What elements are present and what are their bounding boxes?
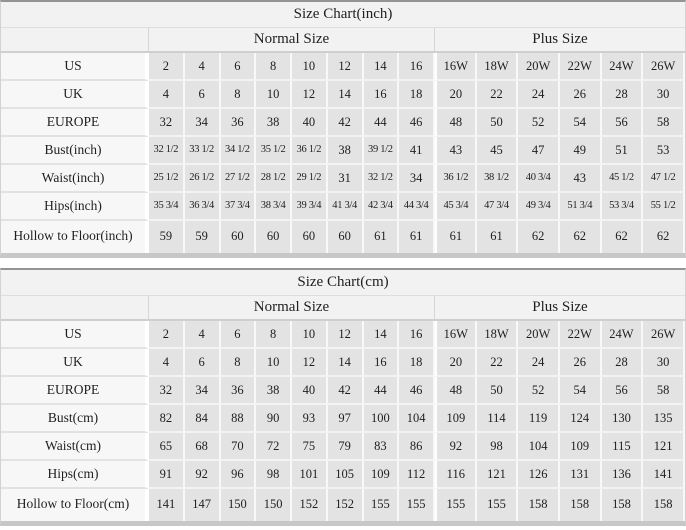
value-cell: 49 3/4 [518, 193, 560, 221]
value-cell: 60 [221, 221, 257, 253]
value-cell: 47 3/4 [477, 193, 519, 221]
value-cell: 147 [185, 489, 221, 521]
table-row [1, 461, 685, 489]
table-row [1, 165, 685, 193]
table-row [1, 53, 685, 81]
row-label: Bust(inch) [1, 137, 149, 165]
value-cell: 83 [364, 433, 400, 461]
value-cell: 91 [149, 461, 185, 489]
table-row [1, 221, 685, 253]
value-cell: 29 1/2 [292, 165, 328, 193]
value-cell: 75 [292, 433, 328, 461]
value-cell: 32 1/2 [149, 137, 185, 165]
value-cell: 136 [602, 461, 644, 489]
value-cell: 10 [256, 349, 292, 377]
group-header-row [1, 28, 685, 53]
value-cell: 36 3/4 [185, 193, 221, 221]
value-cell: 158 [602, 489, 644, 521]
table-row [1, 321, 685, 349]
value-cell: 112 [399, 461, 435, 489]
value-cell: 109 [364, 461, 400, 489]
value-cell: 26 1/2 [185, 165, 221, 193]
table-body [1, 321, 685, 521]
value-cell: 62 [643, 221, 685, 253]
value-cell: 51 [602, 137, 644, 165]
value-cell: 14 [328, 81, 364, 109]
value-cell: 45 [477, 137, 519, 165]
value-cell: 18 [399, 349, 435, 377]
group-header-blank [1, 296, 149, 319]
value-cell: 130 [602, 405, 644, 433]
value-cell: 42 [328, 377, 364, 405]
row-label: Waist(cm) [1, 433, 149, 461]
value-cell: 72 [256, 433, 292, 461]
table-row [1, 193, 685, 221]
value-cell: 65 [149, 433, 185, 461]
value-cell: 36 [221, 377, 257, 405]
value-cell: 56 [602, 377, 644, 405]
value-cell: 20W [518, 53, 560, 81]
value-cell: 150 [221, 489, 257, 521]
value-cell: 34 1/2 [221, 137, 257, 165]
value-cell: 158 [518, 489, 560, 521]
value-cell: 90 [256, 405, 292, 433]
value-cell: 44 [364, 377, 400, 405]
value-cell: 62 [518, 221, 560, 253]
size-chart-cm [0, 268, 686, 526]
value-cell: 24 [518, 349, 560, 377]
row-label: Hips(cm) [1, 461, 149, 489]
value-cell: 51 3/4 [560, 193, 602, 221]
value-cell: 104 [399, 405, 435, 433]
value-cell: 121 [643, 433, 685, 461]
value-cell: 152 [292, 489, 328, 521]
value-cell: 79 [328, 433, 364, 461]
value-cell: 14 [364, 321, 400, 349]
value-cell: 22 [477, 349, 519, 377]
value-cell: 25 1/2 [149, 165, 185, 193]
value-cell: 16W [435, 53, 477, 81]
value-cell: 158 [643, 489, 685, 521]
value-cell: 47 [518, 137, 560, 165]
value-cell: 48 [435, 109, 477, 137]
value-cell: 32 [149, 377, 185, 405]
value-cell: 68 [185, 433, 221, 461]
row-label: US [1, 53, 149, 81]
value-cell: 12 [328, 321, 364, 349]
row-label: Waist(inch) [1, 165, 149, 193]
value-cell: 109 [435, 405, 477, 433]
value-cell: 4 [149, 349, 185, 377]
group-header-normal-size: Normal Size [149, 296, 435, 319]
value-cell: 60 [292, 221, 328, 253]
value-cell: 28 [602, 81, 644, 109]
table-row [1, 433, 685, 461]
value-cell: 115 [602, 433, 644, 461]
row-label: UK [1, 349, 149, 377]
value-cell: 48 [435, 377, 477, 405]
value-cell: 27 1/2 [221, 165, 257, 193]
table-row [1, 377, 685, 405]
value-cell: 109 [560, 433, 602, 461]
row-label: UK [1, 81, 149, 109]
value-cell: 45 3/4 [435, 193, 477, 221]
value-cell: 49 [560, 137, 602, 165]
value-cell: 24W [602, 53, 644, 81]
value-cell: 14 [328, 349, 364, 377]
chart-title-cm: Size Chart(cm) [1, 270, 685, 296]
value-cell: 126 [518, 461, 560, 489]
value-cell: 8 [256, 53, 292, 81]
value-cell: 135 [643, 405, 685, 433]
value-cell: 4 [185, 321, 221, 349]
value-cell: 2 [149, 53, 185, 81]
value-cell: 92 [185, 461, 221, 489]
value-cell: 116 [435, 461, 477, 489]
value-cell: 121 [477, 461, 519, 489]
value-cell: 50 [477, 377, 519, 405]
value-cell: 42 3/4 [364, 193, 400, 221]
value-cell: 38 3/4 [256, 193, 292, 221]
value-cell: 39 1/2 [364, 137, 400, 165]
table-body [1, 53, 685, 253]
value-cell: 20W [518, 321, 560, 349]
group-header-plus-size: Plus Size [532, 299, 588, 315]
value-cell: 82 [149, 405, 185, 433]
value-cell: 55 1/2 [643, 193, 685, 221]
value-cell: 14 [364, 53, 400, 81]
value-cell: 22 [477, 81, 519, 109]
row-label: Hollow to Floor(inch) [1, 221, 149, 253]
value-cell: 34 [185, 377, 221, 405]
value-cell: 155 [435, 489, 477, 521]
value-cell: 52 [518, 377, 560, 405]
value-cell: 40 [292, 377, 328, 405]
table-row [1, 405, 685, 433]
value-cell: 53 [643, 137, 685, 165]
value-cell: 119 [518, 405, 560, 433]
value-cell: 44 3/4 [399, 193, 435, 221]
group-header-normal-size: Normal Size [149, 28, 435, 51]
value-cell: 32 1/2 [364, 165, 400, 193]
value-cell: 4 [185, 53, 221, 81]
value-cell: 12 [292, 81, 328, 109]
value-cell: 16 [364, 81, 400, 109]
value-cell: 36 [221, 109, 257, 137]
value-cell: 34 [185, 109, 221, 137]
value-cell: 141 [643, 461, 685, 489]
value-cell: 62 [602, 221, 644, 253]
value-cell: 20 [435, 81, 477, 109]
value-cell: 41 [399, 137, 435, 165]
value-cell: 35 1/2 [256, 137, 292, 165]
value-cell: 155 [364, 489, 400, 521]
row-label: Hollow to Floor(cm) [1, 489, 149, 521]
group-header-plus-size: Plus Size [532, 31, 588, 47]
value-cell: 22W [560, 53, 602, 81]
group-header-row [1, 296, 685, 321]
value-cell: 46 [399, 377, 435, 405]
value-cell: 53 3/4 [602, 193, 644, 221]
value-cell: 16 [399, 53, 435, 81]
value-cell: 28 [602, 349, 644, 377]
value-cell: 30 [643, 349, 685, 377]
value-cell: 43 [560, 165, 602, 193]
value-cell: 31 [328, 165, 364, 193]
value-cell: 36 1/2 [292, 137, 328, 165]
value-cell: 24W [602, 321, 644, 349]
value-cell: 10 [292, 53, 328, 81]
value-cell: 41 3/4 [328, 193, 364, 221]
value-cell: 32 [149, 109, 185, 137]
table-row [1, 109, 685, 137]
value-cell: 98 [477, 433, 519, 461]
value-cell: 50 [477, 109, 519, 137]
table-row [1, 489, 685, 521]
row-label: Hips(inch) [1, 193, 149, 221]
value-cell: 38 [256, 109, 292, 137]
value-cell: 158 [560, 489, 602, 521]
value-cell: 86 [399, 433, 435, 461]
value-cell: 88 [221, 405, 257, 433]
value-cell: 61 [364, 221, 400, 253]
value-cell: 84 [185, 405, 221, 433]
value-cell: 24 [518, 81, 560, 109]
value-cell: 6 [221, 53, 257, 81]
table-row [1, 349, 685, 377]
value-cell: 47 1/2 [643, 165, 685, 193]
value-cell: 33 1/2 [185, 137, 221, 165]
value-cell: 59 [185, 221, 221, 253]
value-cell: 105 [328, 461, 364, 489]
value-cell: 26 [560, 349, 602, 377]
value-cell: 35 3/4 [149, 193, 185, 221]
value-cell: 12 [328, 53, 364, 81]
value-cell: 54 [560, 109, 602, 137]
value-cell: 36 1/2 [435, 165, 477, 193]
value-cell: 97 [328, 405, 364, 433]
value-cell: 60 [328, 221, 364, 253]
value-cell: 18W [477, 321, 519, 349]
value-cell: 54 [560, 377, 602, 405]
value-cell: 44 [364, 109, 400, 137]
value-cell: 131 [560, 461, 602, 489]
value-cell: 100 [364, 405, 400, 433]
value-cell: 114 [477, 405, 519, 433]
value-cell: 141 [149, 489, 185, 521]
group-header-blank [1, 28, 149, 51]
value-cell: 93 [292, 405, 328, 433]
value-cell: 10 [292, 321, 328, 349]
value-cell: 61 [399, 221, 435, 253]
value-cell: 30 [643, 81, 685, 109]
value-cell: 2 [149, 321, 185, 349]
value-cell: 150 [256, 489, 292, 521]
value-cell: 96 [221, 461, 257, 489]
value-cell: 16 [399, 321, 435, 349]
value-cell: 6 [221, 321, 257, 349]
row-label: Bust(cm) [1, 405, 149, 433]
value-cell: 39 3/4 [292, 193, 328, 221]
value-cell: 38 [256, 377, 292, 405]
value-cell: 58 [643, 109, 685, 137]
table-row [1, 81, 685, 109]
value-cell: 20 [435, 349, 477, 377]
value-cell: 28 1/2 [256, 165, 292, 193]
value-cell: 155 [399, 489, 435, 521]
value-cell: 46 [399, 109, 435, 137]
value-cell: 124 [560, 405, 602, 433]
value-cell: 6 [185, 349, 221, 377]
value-cell: 26W [643, 53, 685, 81]
value-cell: 40 [292, 109, 328, 137]
value-cell: 62 [560, 221, 602, 253]
value-cell: 155 [477, 489, 519, 521]
value-cell: 40 3/4 [518, 165, 560, 193]
value-cell: 42 [328, 109, 364, 137]
value-cell: 104 [518, 433, 560, 461]
value-cell: 8 [256, 321, 292, 349]
value-cell: 38 [328, 137, 364, 165]
value-cell: 101 [292, 461, 328, 489]
value-cell: 10 [256, 81, 292, 109]
value-cell: 26 [560, 81, 602, 109]
value-cell: 37 3/4 [221, 193, 257, 221]
value-cell: 8 [221, 349, 257, 377]
value-cell: 70 [221, 433, 257, 461]
size-chart-inch [0, 0, 686, 258]
chart-title-inch: Size Chart(inch) [1, 2, 685, 28]
value-cell: 12 [292, 349, 328, 377]
table-row [1, 137, 685, 165]
value-cell: 59 [149, 221, 185, 253]
value-cell: 18W [477, 53, 519, 81]
value-cell: 38 1/2 [477, 165, 519, 193]
value-cell: 92 [435, 433, 477, 461]
value-cell: 98 [256, 461, 292, 489]
value-cell: 52 [518, 109, 560, 137]
value-cell: 34 [399, 165, 435, 193]
value-cell: 16 [364, 349, 400, 377]
value-cell: 16W [435, 321, 477, 349]
value-cell: 6 [185, 81, 221, 109]
row-label: EUROPE [1, 377, 149, 405]
value-cell: 22W [560, 321, 602, 349]
value-cell: 61 [435, 221, 477, 253]
row-label: US [1, 321, 149, 349]
value-cell: 18 [399, 81, 435, 109]
value-cell: 152 [328, 489, 364, 521]
value-cell: 56 [602, 109, 644, 137]
value-cell: 58 [643, 377, 685, 405]
value-cell: 60 [256, 221, 292, 253]
value-cell: 43 [435, 137, 477, 165]
value-cell: 45 1/2 [602, 165, 644, 193]
value-cell: 61 [477, 221, 519, 253]
row-label: EUROPE [1, 109, 149, 137]
value-cell: 26W [643, 321, 685, 349]
value-cell: 4 [149, 81, 185, 109]
value-cell: 8 [221, 81, 257, 109]
